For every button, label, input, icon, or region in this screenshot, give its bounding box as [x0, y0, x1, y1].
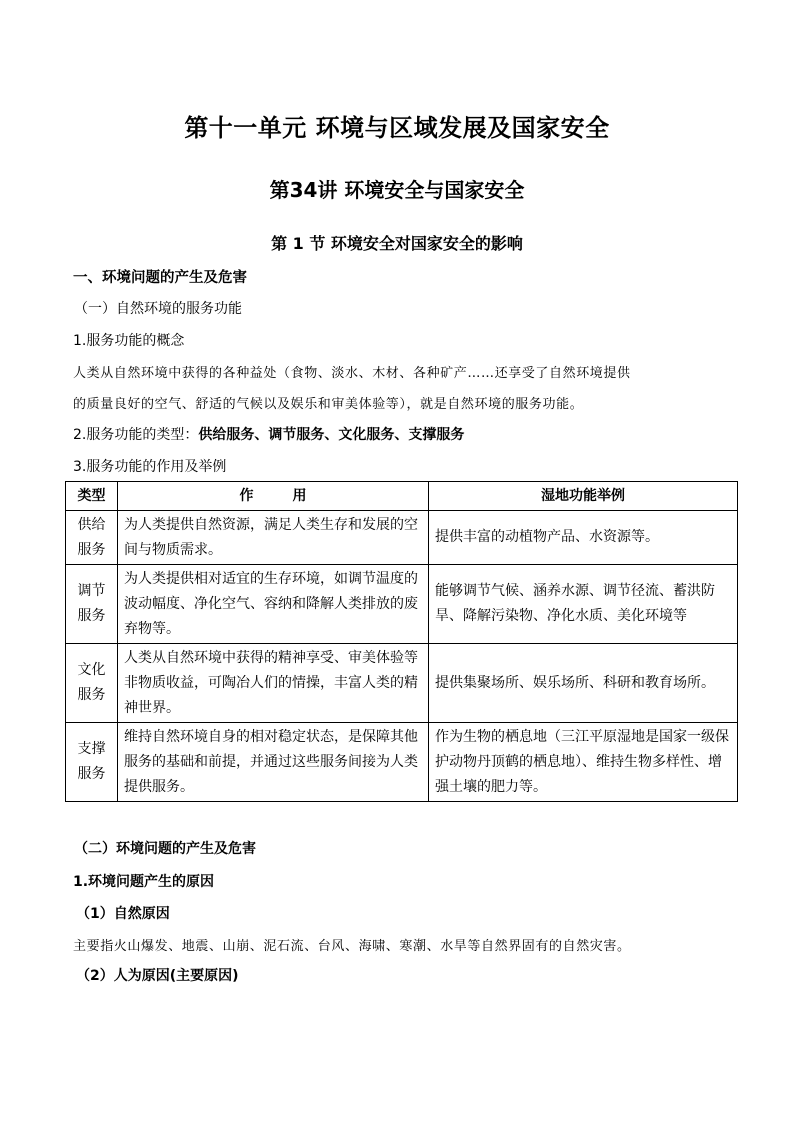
function-cell: 为人类提供自然资源，满足人类生存和发展的空间与物质需求。: [118, 511, 429, 565]
type-line: 调节: [77, 583, 106, 599]
type-line: 服务: [77, 687, 106, 703]
example-cell: 能够调节气候、涵养水源、调节径流、蓄洪防旱、降解污染物、净化水质、美化环境等: [429, 565, 738, 644]
table-header-row: [66, 482, 738, 511]
subsection-1-heading: （一）自然环境的服务功能: [74, 301, 242, 317]
type-line: 服务: [77, 766, 106, 782]
concept-paragraph-line-2: 的质量良好的空气、舒适的气候以及娱乐和审美体验等），就是自然环境的服务功能。: [73, 397, 584, 412]
type-line: 供给: [77, 516, 106, 533]
type-cell: [66, 511, 118, 565]
item-2-line: [73, 424, 464, 444]
type-line: 服务: [77, 541, 106, 558]
type-line: 支撑: [77, 741, 106, 757]
example-cell: 提供丰富的动植物产品、水资源等。: [429, 511, 738, 565]
concept-paragraph-line-1: 人类从自然环境中获得的各种益处（食物、淡水、木材、各种矿产……还享受了自然环境提供: [73, 366, 631, 381]
unit-title: 第十一单元 环境与区域发展及国家安全: [184, 114, 610, 142]
type-line: 文化: [77, 662, 106, 678]
function-cell: 人类从自然环境中获得的精神享受、审美体验等非物质收益，可陶冶人们的情操，丰富人类的精神世界。: [118, 644, 429, 723]
type-cell: [66, 644, 118, 723]
cause-heading: 1.环境问题产生的原因: [73, 874, 215, 890]
section-title: 第 1 节 环境安全对国家安全的影响: [271, 234, 523, 253]
table-row: [66, 644, 738, 723]
part1-heading: 一、环境问题的产生及危害: [73, 270, 247, 286]
natural-cause-heading: （1）自然原因: [76, 906, 170, 922]
function-cell: 维持自然环境自身的相对稳定状态，是保障其他服务的基础和前提，并通过这些服务间接为人类提供服务。: [118, 723, 429, 802]
function-cell: 为人类提供相对适宜的生存环境，如调节温度的波动幅度、净化空气、容纳和降解人类排放的废弃物等。: [118, 565, 429, 644]
table-row: [66, 511, 738, 565]
example-cell: 作为生物的栖息地（三江平原湿地是国家一级保护动物丹顶鹤的栖息地）、维持生物多样性、增强土壤的肥力等。: [429, 723, 738, 802]
header-type: 类型: [66, 482, 118, 511]
lecture-title: 第34讲 环境安全与国家安全: [269, 178, 525, 202]
table-row: [66, 565, 738, 644]
type-cell: [66, 565, 118, 644]
header-function: 作 用: [118, 482, 429, 511]
example-cell: 提供集聚场所、娱乐场所、科研和教育场所。: [429, 644, 738, 723]
item-2-value: 供给服务、调节服务、文化服务、支撑服务: [198, 427, 465, 443]
natural-cause-text: 主要指火山爆发、地震、山崩、泥石流、台风、海啸、寒潮、水旱等自然界固有的自然灾害。: [73, 939, 631, 954]
type-line: 服务: [77, 608, 106, 624]
subsection-2-heading: （二）环境问题的产生及危害: [74, 841, 256, 857]
human-cause-heading: （2）人为原因(主要原因): [76, 968, 239, 984]
type-cell: [66, 723, 118, 802]
table-row: [66, 723, 738, 802]
item-2-label: 2.服务功能的类型：: [73, 427, 199, 443]
item-3-heading: 3.服务功能的作用及举例: [73, 459, 227, 475]
item-1-heading: 1.服务功能的概念: [73, 333, 185, 349]
header-example: 湿地功能举例: [429, 482, 738, 511]
service-function-table: [65, 481, 738, 802]
